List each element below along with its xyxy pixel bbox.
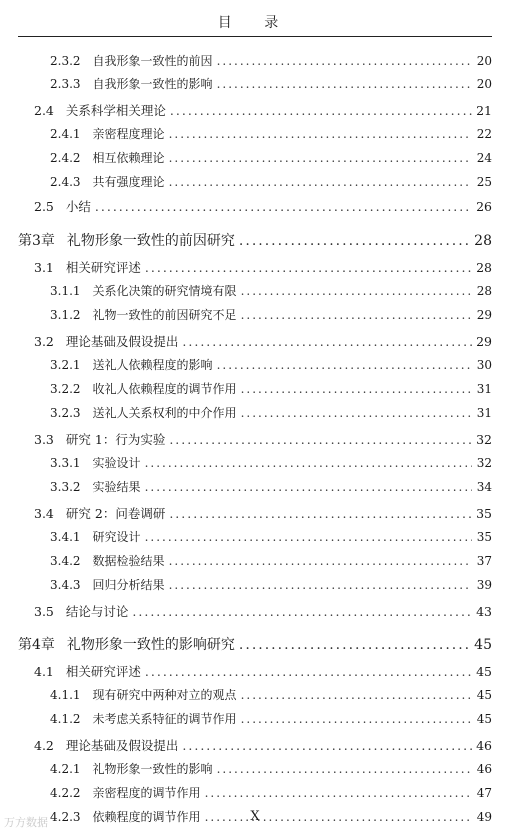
toc-entry-page: 35 bbox=[476, 506, 492, 521]
toc-entry-title: 亲密程度的调节作用 bbox=[92, 786, 201, 800]
toc-entry-page: 25 bbox=[476, 175, 492, 189]
header-rule bbox=[18, 36, 492, 37]
toc-entry bbox=[50, 528, 492, 545]
toc-entry-number: 3.1.2 bbox=[50, 308, 81, 322]
toc-entry-title: 依赖程度的调节作用 bbox=[92, 810, 201, 824]
toc-entry-page: 45 bbox=[476, 688, 492, 702]
toc-entry-title: 相关研究评述 bbox=[65, 260, 141, 275]
toc-entry-number: 3.3 bbox=[34, 432, 54, 447]
toc-entry-number: 3.3.2 bbox=[50, 480, 81, 494]
toc-dot-leader bbox=[241, 382, 472, 396]
toc-entry-number: 4.1 bbox=[34, 664, 54, 679]
toc-entry bbox=[50, 552, 492, 569]
toc-entry-page: 29 bbox=[476, 334, 492, 349]
toc-entry-title: 礼物一致性的前因研究不足 bbox=[92, 308, 237, 322]
toc-entry-number: 3.1.1 bbox=[50, 284, 81, 298]
toc-entry-number: 2.4.3 bbox=[50, 175, 81, 189]
toc-entry-number: 3.4 bbox=[34, 506, 54, 521]
toc-entry-title: 送礼人关系权利的中介作用 bbox=[92, 406, 237, 420]
toc-entry-title: 关系化决策的研究情境有限 bbox=[92, 284, 237, 298]
toc-entry-title: 送礼人依赖程度的影响 bbox=[92, 358, 213, 372]
toc-entry-title: 结论与讨论 bbox=[65, 604, 129, 619]
toc-entry bbox=[50, 404, 492, 421]
toc-entry bbox=[34, 662, 492, 680]
toc-entry-page: 47 bbox=[476, 786, 492, 800]
toc-entry-number: 4.2.1 bbox=[50, 762, 81, 776]
toc-entry-page: 21 bbox=[476, 103, 492, 118]
toc-dot-leader bbox=[169, 175, 472, 189]
toc-dot-leader bbox=[145, 530, 472, 544]
toc-entry-page: 20 bbox=[476, 77, 492, 91]
toc-entry-number: 2.5 bbox=[34, 199, 54, 214]
toc-dot-leader bbox=[217, 77, 472, 91]
toc-entry-title: 关系科学相关理论 bbox=[65, 103, 166, 118]
toc-entry-page: 24 bbox=[476, 151, 492, 165]
toc-entry-title: 理论基础及假设提出 bbox=[65, 738, 179, 753]
toc-dot-leader bbox=[241, 308, 472, 322]
toc-entry-number: 4.1.1 bbox=[50, 688, 81, 702]
toc-entry bbox=[50, 149, 492, 166]
toc-entry bbox=[50, 760, 492, 777]
toc-entry-number: 3.2.3 bbox=[50, 406, 81, 420]
toc-entry-page: 31 bbox=[476, 406, 492, 420]
toc-entry-title: 礼物形象一致性的前因研究 bbox=[66, 233, 235, 249]
toc-entry-page: 45 bbox=[474, 637, 492, 653]
toc-entry-number: 4.2 bbox=[34, 738, 54, 753]
toc-entry-title: 小结 bbox=[65, 199, 91, 214]
toc-entry-title: 礼物形象一致性的影响 bbox=[92, 762, 213, 776]
toc-dot-leader bbox=[241, 284, 472, 298]
toc-entry-title: 相互依赖理论 bbox=[92, 151, 165, 165]
toc-entry-page: 29 bbox=[476, 308, 492, 322]
toc-dot-leader bbox=[145, 456, 472, 470]
toc-dot-leader bbox=[145, 480, 472, 494]
toc-dot-leader bbox=[169, 127, 472, 141]
toc-entry-number: 第4章 bbox=[18, 637, 55, 653]
toc-entry-number: 2.4 bbox=[34, 103, 54, 118]
toc-entry bbox=[34, 504, 492, 522]
toc-entry-title: 自我形象一致性的前因 bbox=[92, 54, 213, 68]
toc-entry-number: 3.5 bbox=[34, 604, 54, 619]
toc-entry-page: 28 bbox=[476, 284, 492, 298]
toc-dot-leader bbox=[169, 554, 472, 568]
toc-dot-leader bbox=[205, 786, 472, 800]
page-header-title: 目 录 bbox=[217, 15, 293, 31]
toc-entry-page: 30 bbox=[476, 358, 492, 372]
toc-entry-title: 未考虑关系特征的调节作用 bbox=[92, 712, 237, 726]
toc-dot-leader bbox=[241, 712, 472, 726]
toc-entry-title: 理论基础及假设提出 bbox=[65, 334, 179, 349]
toc-dot-leader bbox=[95, 199, 472, 214]
toc-dot-leader bbox=[169, 151, 472, 165]
toc-entry bbox=[34, 332, 492, 350]
toc-entry-page: 46 bbox=[476, 738, 492, 753]
toc-entry bbox=[50, 173, 492, 190]
toc-dot-leader bbox=[169, 432, 472, 447]
toc-entry-number: 2.3.2 bbox=[50, 54, 81, 68]
toc-entry-page: 26 bbox=[476, 199, 492, 214]
toc-entry bbox=[34, 197, 492, 215]
toc-entry-title: 礼物形象一致性的影响研究 bbox=[66, 637, 235, 653]
toc-dot-leader bbox=[132, 604, 472, 619]
toc-dot-leader bbox=[145, 664, 472, 679]
toc-entry-title: 研究设计 bbox=[92, 530, 141, 544]
watermark: 万方数据 bbox=[4, 816, 48, 829]
toc-entry bbox=[50, 75, 492, 92]
toc-dot-leader bbox=[241, 688, 472, 702]
toc-entry-title: 实验结果 bbox=[92, 480, 141, 494]
page-number: X bbox=[250, 809, 260, 824]
toc-entry-title: 回归分析结果 bbox=[92, 578, 165, 592]
toc-entry bbox=[50, 282, 492, 299]
toc-entry-page: 20 bbox=[476, 54, 492, 68]
toc-entry-number: 2.4.1 bbox=[50, 127, 81, 141]
toc-entry bbox=[34, 736, 492, 754]
toc-entry-page: 45 bbox=[476, 664, 492, 679]
toc-entry-number: 2.3.3 bbox=[50, 77, 81, 91]
toc-entry-title: 共有强度理论 bbox=[92, 175, 165, 189]
toc-entry-number: 2.4.2 bbox=[50, 151, 81, 165]
toc-entry bbox=[50, 306, 492, 323]
toc-dot-leader bbox=[217, 762, 472, 776]
toc-entry bbox=[18, 634, 492, 654]
toc-entry-number: 3.1 bbox=[34, 260, 54, 275]
toc-dot-leader bbox=[217, 54, 472, 68]
toc-dot-leader bbox=[170, 103, 472, 118]
toc-entry bbox=[50, 356, 492, 373]
toc-entry bbox=[50, 454, 492, 471]
toc-dot-leader bbox=[217, 358, 472, 372]
toc-entry-title: 研究 2：问卷调研 bbox=[65, 506, 166, 521]
toc-entry-page: 34 bbox=[476, 480, 492, 494]
toc-entry-page: 31 bbox=[476, 382, 492, 396]
toc-entry bbox=[50, 686, 492, 703]
toc-entry-number: 第3章 bbox=[18, 233, 55, 249]
toc-dot-leader bbox=[145, 260, 472, 275]
toc-entry-page: 37 bbox=[476, 554, 492, 568]
toc-entry-title: 自我形象一致性的影响 bbox=[92, 77, 213, 91]
toc-dot-leader bbox=[182, 738, 472, 753]
toc-entry-number: 4.1.2 bbox=[50, 712, 81, 726]
toc-entry-page: 28 bbox=[474, 233, 492, 249]
toc-entry bbox=[34, 430, 492, 448]
toc-entry-number: 4.2.2 bbox=[50, 786, 81, 800]
toc-entry-number: 3.3.1 bbox=[50, 456, 81, 470]
toc-entry-number: 3.2.1 bbox=[50, 358, 81, 372]
toc-entry-number: 3.2 bbox=[34, 334, 54, 349]
toc-entry bbox=[34, 602, 492, 620]
toc-entry-page: 43 bbox=[476, 604, 492, 619]
toc-dot-leader bbox=[239, 233, 470, 249]
toc-entry-title: 数据检验结果 bbox=[92, 554, 165, 568]
toc-dot-leader bbox=[169, 578, 472, 592]
toc-entry bbox=[50, 784, 492, 801]
toc-entry-title: 相关研究评述 bbox=[65, 664, 141, 679]
toc-entry-page: 22 bbox=[476, 127, 492, 141]
toc-entry-page: 32 bbox=[476, 432, 492, 447]
toc-entry bbox=[50, 52, 492, 69]
toc-entry bbox=[50, 125, 492, 142]
toc-entry-page: 45 bbox=[476, 712, 492, 726]
toc-entry-title: 收礼人依赖程度的调节作用 bbox=[92, 382, 237, 396]
toc-entry-page: 28 bbox=[476, 260, 492, 275]
toc-dot-leader bbox=[169, 506, 472, 521]
toc-entry bbox=[50, 380, 492, 397]
toc-entry bbox=[34, 101, 492, 119]
toc-entry-page: 46 bbox=[476, 762, 492, 776]
toc-dot-leader bbox=[239, 637, 470, 653]
toc-entry-title: 研究 1：行为实验 bbox=[65, 432, 166, 447]
toc-entry-number: 3.4.1 bbox=[50, 530, 81, 544]
toc-entry-number: 3.2.2 bbox=[50, 382, 81, 396]
toc-entry-number: 3.4.2 bbox=[50, 554, 81, 568]
toc-entry-title: 现有研究中两种对立的观点 bbox=[92, 688, 237, 702]
toc-entry-number: 3.4.3 bbox=[50, 578, 81, 592]
toc-entry-page: 32 bbox=[476, 456, 492, 470]
toc-entry bbox=[50, 576, 492, 593]
toc-entry-page: 39 bbox=[476, 578, 492, 592]
toc-entry bbox=[50, 478, 492, 495]
toc-entry-number: 4.2.3 bbox=[50, 810, 81, 824]
toc-entry bbox=[50, 710, 492, 727]
toc-entry-page: 49 bbox=[476, 810, 492, 824]
toc-dot-leader bbox=[182, 334, 472, 349]
toc-dot-leader bbox=[241, 406, 472, 420]
toc-entry bbox=[18, 230, 492, 250]
toc-entry bbox=[34, 258, 492, 276]
toc-entry-title: 亲密程度理论 bbox=[92, 127, 165, 141]
toc-entry-title: 实验设计 bbox=[92, 456, 141, 470]
toc-entry-page: 35 bbox=[476, 530, 492, 544]
